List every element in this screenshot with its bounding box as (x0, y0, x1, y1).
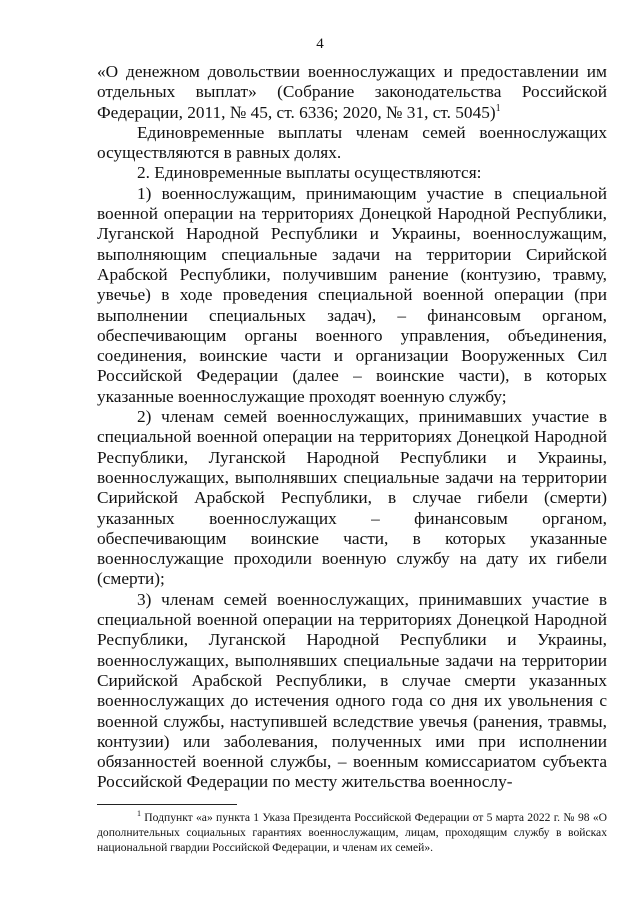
footnote-reference: 1 (495, 102, 501, 114)
footnote-divider (97, 804, 237, 805)
footnote (97, 810, 607, 855)
paragraph-3: 2. Единовременные выплаты осуществляются: (137, 163, 482, 183)
paragraph-2: Единовременные выплаты членам семей военнослужащих осуществляются в равных долях. (97, 122, 607, 163)
paragraph-5: 2) членам семей военнослужащих, принимавших участие в специальной военной операции на территориях Донецкой Народной Республики, Луганской Народной Республики и Украины, военнослужащих, выполнявших специальные задачи на территории Сирийской Арабской Республики, в случае гибели (смерти) указанных военнослужащих – финансовым органом, обеспечивающим воинские части, в которых указанные военнослужащие проходили военную службу на дату их гибели (смерти); (97, 407, 607, 589)
paragraph-1-text: «О денежном довольствии военнослужащих и предоставлении им отдельных выплат» (Собрание законодательства Российской Федерации, 2011, № 45, ст. 6336; 2020, № 31, ст. 5045) (97, 62, 607, 122)
footnote-marker: 1 (137, 809, 141, 819)
paragraph-1 (97, 62, 607, 123)
paragraph-6: 3) членам семей военнослужащих, принимавших участие в специальной военной операции на территориях Донецкой Народной Республики, Луганской Народной Республики и Украины, военнослужащих, выполнявших специальные задачи на территории Сирийской Арабской Республики, в случае смерти указанных военнослужащих до истечения одного года со дня их увольнения с военной службы, наступившей вследствие увечья (ранения, травмы, контузии) или заболевания, полученных ими при исполнении обязанностей военной службы, – военным комиссариатом субъекта Российской Федерации по месту жительства военнослу- (97, 589, 607, 792)
footnote-text: Подпункт «а» пункта 1 Указа Президента Российской Федерации от 5 марта 2022 г. № 98 «О дополнительных социальных гарантиях военнослужащим, лицам, проходящим службу в войсках национальной гвардии Российской Федерации, и членам их семей». (97, 811, 607, 854)
paragraph-4: 1) военнослужащим, принимающим участие в специальной военной операции на территориях Донецкой Народной Республики, Луганской Народной Республики и Украины, военнослужащим, выполняющим специальные задачи на территории Сирийской Арабской Республики, получившим ранение (контузию, травму, увечье) в ходе проведения специальной военной операции (при выполнении специальных задач), – финансовым органом, обеспечивающим органы военного управления, объединения, соединения, воинские части и организации Вооруженных Сил Российской Федерации (далее – воинские части), в которых указанные военнослужащие проходят военную службу; (97, 183, 607, 406)
page-number: 4 (316, 36, 324, 52)
document-body (97, 62, 607, 793)
